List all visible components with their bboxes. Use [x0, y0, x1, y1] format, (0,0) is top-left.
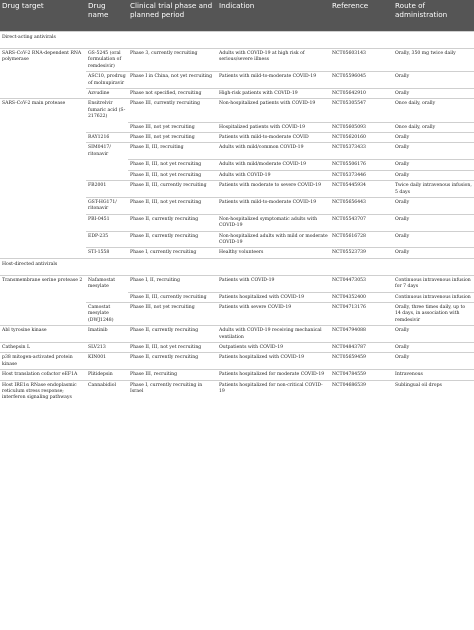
cell-reference: NCT04794088: [330, 326, 393, 343]
table-row: [0, 275, 474, 292]
cell-drug-name: PBI-0451: [86, 214, 128, 231]
cell-drug-target: [0, 181, 86, 198]
cell-drug-name: ASC10, prodrug of molnupiravir: [86, 72, 128, 89]
cell-indication: Patients hospitalized for moderate COVID-19: [217, 370, 330, 380]
cell-indication: Non-hospitalized adults with mild or moderate COVID-19: [217, 231, 330, 248]
cell-drug-target: [0, 214, 86, 231]
header-clinical-trial-phase: Clinical trial phase and planned period: [128, 0, 217, 32]
cell-indication: Adults with mild/moderate COVID-19: [217, 160, 330, 170]
cell-indication: Patients with severe COVID-19: [217, 302, 330, 325]
cell-reference: NCT05445934: [330, 181, 393, 198]
cell-reference: NCT05506176: [330, 160, 393, 170]
cell-indication: Adults with mild/common COVID-19: [217, 143, 330, 160]
table-row: [0, 326, 474, 343]
cell-drug-target: [0, 160, 86, 170]
cell-reference: NCT05605093: [330, 122, 393, 132]
cell-phase: Phase III, currently recruiting: [128, 99, 217, 122]
table-row: [0, 72, 474, 89]
cell-drug-name: Ensitrelvir fumaric acid (S-217622): [86, 99, 128, 122]
cell-drug-target: [0, 122, 86, 132]
cell-drug-name: SLV213: [86, 343, 128, 353]
cell-route: Orally: [393, 143, 474, 160]
cell-indication: Adults with COVID-19 receiving mechanical ventilation: [217, 326, 330, 343]
header-indication: Indication: [217, 0, 330, 32]
table-row: [0, 49, 474, 72]
cell-phase: Phase III, not yet recruiting: [128, 122, 217, 132]
cell-route: Twice daily intravenous infusion, 5 days: [393, 181, 474, 198]
header-route-of-administration: Route of administration: [393, 0, 474, 32]
cell-reference: NCT05373446: [330, 170, 393, 180]
cell-drug-name: [86, 122, 128, 132]
cell-drug-name: GST-HG171/ ritonavir: [86, 197, 128, 214]
cell-phase: Phase 3, currently recruiting: [128, 49, 217, 72]
cell-drug-target: [0, 302, 86, 325]
cell-reference: NCT05596045: [330, 72, 393, 89]
cell-drug-target: Transmembrane serine protease 2: [0, 275, 86, 292]
cell-route: Orally: [393, 343, 474, 353]
cell-drug-target: [0, 231, 86, 248]
cell-indication: Hospitalized patients with COVID-19: [217, 122, 330, 132]
cell-indication: Non-hospitalized patients with COVID-19: [217, 99, 330, 122]
cell-indication: Patients with mild-to-moderate COVID-19: [217, 72, 330, 89]
cell-drug-name: Imatinib: [86, 326, 128, 343]
table-row: [0, 214, 474, 231]
cell-drug-target: [0, 133, 86, 143]
cell-phase: Phase II, currently recruiting: [128, 231, 217, 248]
cell-drug-target: [0, 89, 86, 99]
cell-phase: Phase II, III, recruiting: [128, 143, 217, 160]
cell-route: Orally: [393, 72, 474, 89]
cell-phase: Phase II, III, not yet recruiting: [128, 197, 217, 214]
cell-route: Continuous intravenous infusion for 7 days: [393, 275, 474, 292]
cell-drug-target: [0, 170, 86, 180]
cell-reference: NCT05656443: [330, 197, 393, 214]
cell-phase: Phase II, currently recruiting: [128, 214, 217, 231]
cell-reference: NCT05616728: [330, 231, 393, 248]
table-row: [0, 248, 474, 258]
cell-route: Orally: [393, 170, 474, 180]
cell-reference: NCT04352400: [330, 292, 393, 302]
cell-reference: NCT04784559: [330, 370, 393, 380]
cell-route: Orally: [393, 231, 474, 248]
cell-indication: Patients with mild-to-moderate COVID: [217, 133, 330, 143]
cell-reference: NCT05373433: [330, 143, 393, 160]
cell-route: Orally: [393, 326, 474, 343]
cell-drug-target: Cathepsin L: [0, 343, 86, 353]
table-row: [0, 231, 474, 248]
table-row: [0, 133, 474, 143]
table-row: [0, 292, 474, 302]
cell-route: Orally: [393, 89, 474, 99]
cell-phase: Phase III, not yet recruiting: [128, 133, 217, 143]
cell-phase: Phase I in China, not yet recruiting: [128, 72, 217, 89]
cell-indication: Patients hospitalized with COVID-19: [217, 353, 330, 370]
cell-reference: NCT05523739: [330, 248, 393, 258]
table-row: [0, 99, 474, 122]
table-row: [0, 170, 474, 180]
table-row: [0, 343, 474, 353]
cell-phase: Phase III, recruiting: [128, 370, 217, 380]
cell-drug-target: Host IRE1α RNase endoplasmic reticulum stress response; interferon signaling pathways: [0, 380, 86, 403]
cell-route: Once daily, orally: [393, 99, 474, 122]
cell-phase: Phase I, II, recruiting: [128, 275, 217, 292]
cell-drug-name: FB2001: [86, 181, 128, 198]
cell-drug-target: SARS-CoV-2 RNA-dependent RNA polymerase: [0, 49, 86, 72]
header-row: [0, 0, 474, 32]
cell-drug-target: p38 mitogen-activated protein kinase: [0, 353, 86, 370]
cell-drug-name: [86, 170, 128, 180]
cell-drug-target: SARS-CoV-2 main protease: [0, 99, 86, 122]
table-row: [0, 370, 474, 380]
cell-reference: NCT04686539: [330, 380, 393, 403]
cell-phase: Phase I, currently recruiting in Israel: [128, 380, 217, 403]
cell-phase: Phase II, III, not yet recruiting: [128, 160, 217, 170]
cell-drug-name: EDP-235: [86, 231, 128, 248]
cell-indication: Patients with COVID-19: [217, 275, 330, 292]
table-row: [0, 302, 474, 325]
cell-route: Once daily, orally: [393, 122, 474, 132]
cell-reference: NCT04473053: [330, 275, 393, 292]
cell-route: Orally: [393, 197, 474, 214]
cell-drug-name: Azvudine: [86, 89, 128, 99]
cell-drug-name: RAY1216: [86, 133, 128, 143]
cell-drug-target: Host translation cofactor eEF1A: [0, 370, 86, 380]
cell-reference: NCT05659459: [330, 353, 393, 370]
table-header: [0, 0, 474, 32]
table-row: [0, 197, 474, 214]
cell-drug-target: [0, 72, 86, 89]
cell-indication: Patients hospitalized with COVID-19: [217, 292, 330, 302]
cell-phase: Phase I, currently recruiting: [128, 248, 217, 258]
table-row: [0, 353, 474, 370]
cell-reference: NCT04843787: [330, 343, 393, 353]
cell-indication: Healthy volunteers: [217, 248, 330, 258]
header-drug-target: Drug target: [0, 0, 86, 32]
header-drug-name: Drug name: [86, 0, 128, 32]
cell-indication: Patients with moderate to severe COVID-19: [217, 181, 330, 198]
cell-reference: NCT05603143: [330, 49, 393, 72]
cell-indication: Adults with COVID-19: [217, 170, 330, 180]
cell-route: Continuous intravenous infusion: [393, 292, 474, 302]
cell-drug-target: [0, 292, 86, 302]
cell-route: Orally: [393, 248, 474, 258]
cell-drug-name: GS-5245 (oral formulation of remdesivir): [86, 49, 128, 72]
table-body: [0, 32, 474, 403]
cell-reference: NCT05620160: [330, 133, 393, 143]
cell-drug-name: [86, 292, 128, 302]
section-row: [0, 32, 474, 49]
cell-drug-target: [0, 197, 86, 214]
section-label: Direct-acting antivirals: [0, 32, 474, 49]
table-row: [0, 181, 474, 198]
cell-indication: High-risk patients with COVID-19: [217, 89, 330, 99]
cell-drug-name: Nafamostat mesylate: [86, 275, 128, 292]
cell-phase: Phase II, III, not yet recruiting: [128, 343, 217, 353]
cell-route: Sublingual oil drops: [393, 380, 474, 403]
cell-indication: Non-hospitalized symptomatic adults with COVID-19: [217, 214, 330, 231]
cell-phase: Phase not specified, recruiting: [128, 89, 217, 99]
cell-drug-name: Plitidepsin: [86, 370, 128, 380]
cell-drug-name: Cannabidiol: [86, 380, 128, 403]
cell-phase: Phase II, III, currently recruiting: [128, 292, 217, 302]
cell-indication: Patients with mild-to-moderate COVID-19: [217, 197, 330, 214]
cell-drug-target: [0, 248, 86, 258]
cell-route: Orally: [393, 160, 474, 170]
cell-route: Orally: [393, 214, 474, 231]
cell-indication: Patients hospitalized for non-critical COVID-19: [217, 380, 330, 403]
cell-reference: NCT05642910: [330, 89, 393, 99]
table-row: [0, 89, 474, 99]
cell-drug-name: STI-1558: [86, 248, 128, 258]
table-row: [0, 122, 474, 132]
cell-route: Orally, 350 mg twice daily: [393, 49, 474, 72]
section-label: Host-directed antivirals: [0, 258, 474, 275]
cell-reference: NCT04713176: [330, 302, 393, 325]
section-row: [0, 258, 474, 275]
cell-route: Intravenous: [393, 370, 474, 380]
cell-phase: Phase III, not yet recruiting: [128, 302, 217, 325]
table-row: [0, 380, 474, 403]
table-row: [0, 143, 474, 160]
cell-drug-target: [0, 143, 86, 160]
cell-drug-target: Abl tyrosine kinase: [0, 326, 86, 343]
cell-drug-name: Camostat mesylate (DWJ1248): [86, 302, 128, 325]
cell-indication: Adults with COVID-19 at high risk of serious/severe illness: [217, 49, 330, 72]
cell-indication: Outpatients with COVID-19: [217, 343, 330, 353]
cell-phase: Phase II, III, not yet recruiting: [128, 170, 217, 180]
cell-route: Orally, three times daily, up to 14 days, in association with remdesivir: [393, 302, 474, 325]
cell-route: Orally: [393, 133, 474, 143]
cell-reference: NCT05305547: [330, 99, 393, 122]
header-reference: Reference: [330, 0, 393, 32]
cell-phase: Phase II, currently recruiting: [128, 353, 217, 370]
cell-reference: NCT05543707: [330, 214, 393, 231]
cell-phase: Phase II, currently recruiting: [128, 326, 217, 343]
cell-phase: Phase II, III, currently recruiting: [128, 181, 217, 198]
cell-drug-name: [86, 160, 128, 170]
cell-drug-name: SIM0417/ ritonavir: [86, 143, 128, 160]
cell-drug-name: KIN001: [86, 353, 128, 370]
cell-route: Orally: [393, 353, 474, 370]
table-row: [0, 160, 474, 170]
